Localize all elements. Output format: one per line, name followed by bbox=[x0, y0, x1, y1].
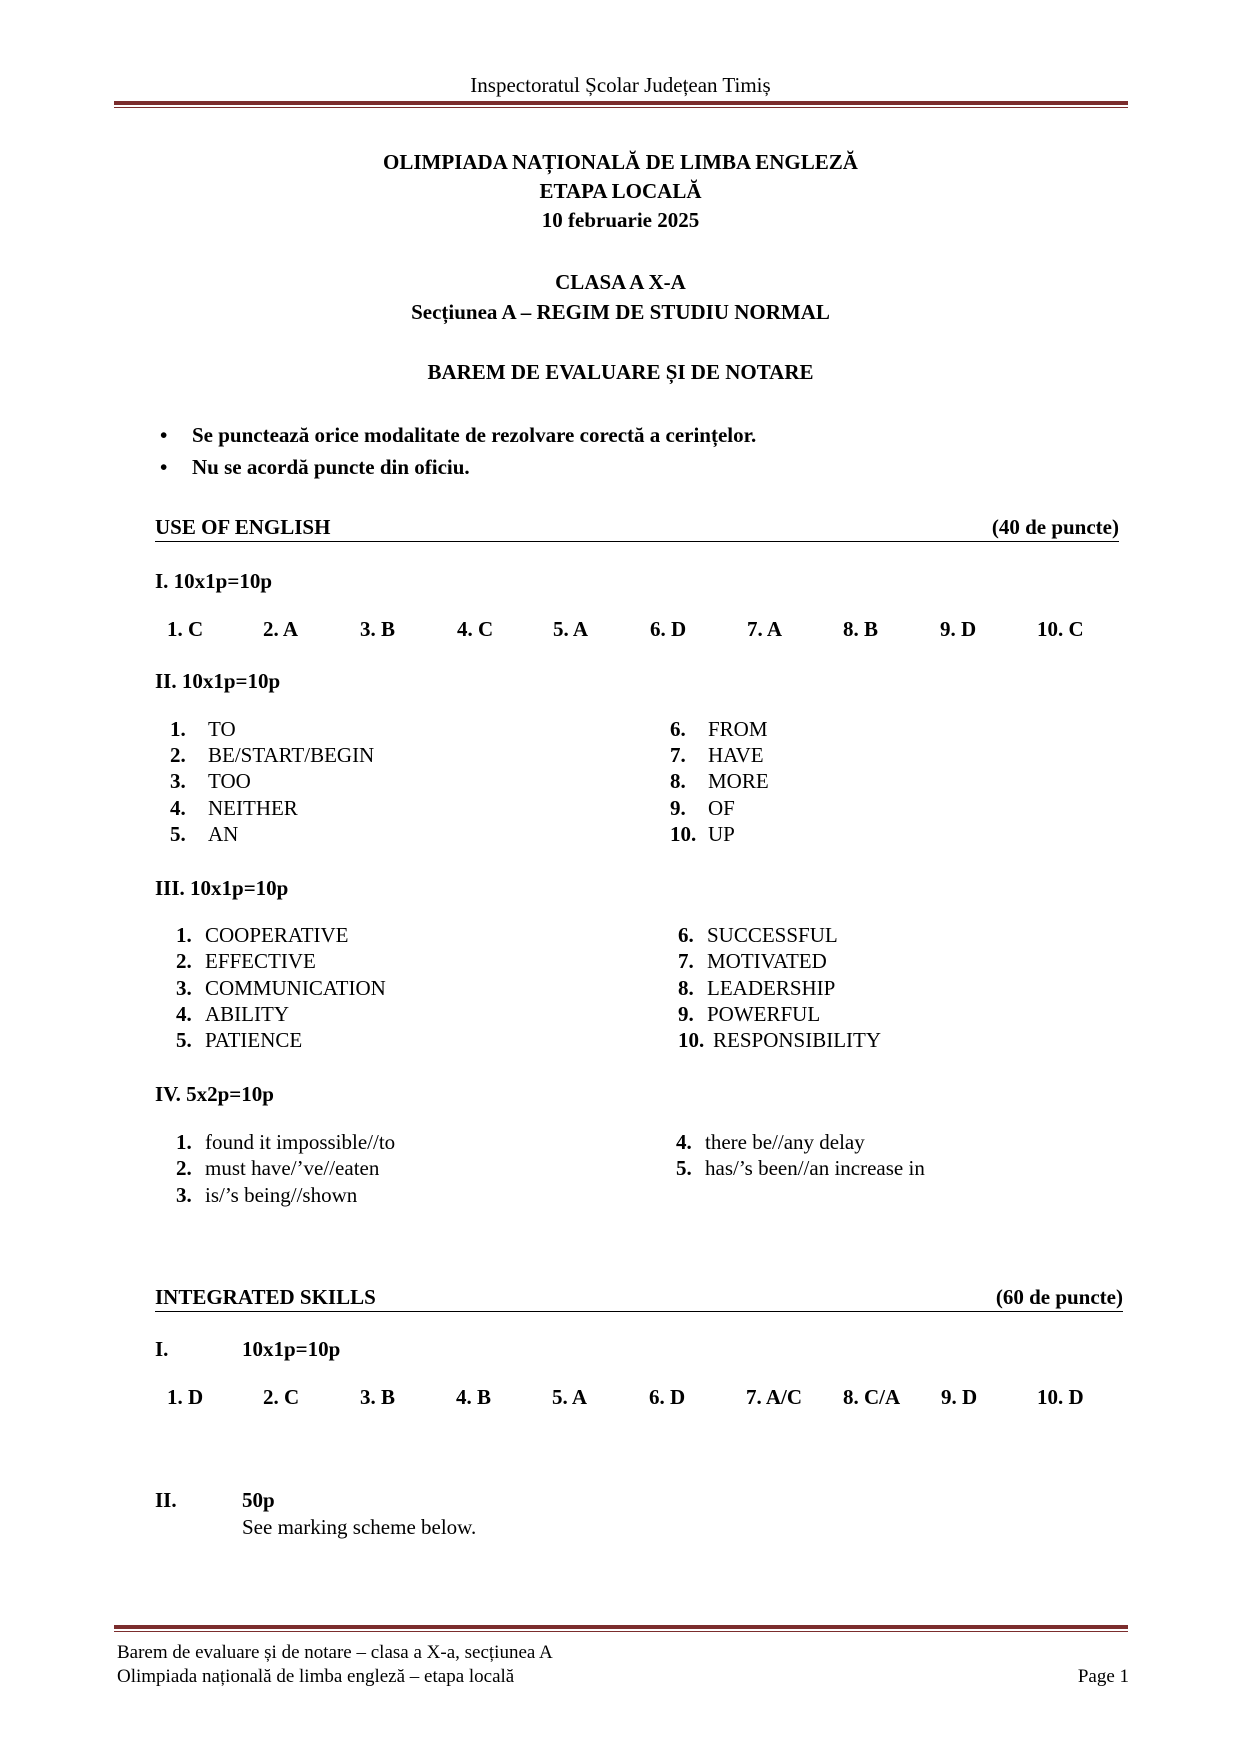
rule-item: • Nu se acordă puncte din oficiu. bbox=[160, 455, 470, 479]
section-title: INTEGRATED SKILLS bbox=[155, 1285, 376, 1309]
answer: 5. A bbox=[552, 1385, 588, 1409]
list-item: 5. PATIENCE bbox=[176, 1028, 303, 1052]
answer: 6. D bbox=[650, 617, 687, 641]
list-item: 4. ABILITY bbox=[176, 1002, 289, 1026]
answer: 9. D bbox=[941, 1385, 978, 1409]
list-item: 6. FROM bbox=[670, 717, 768, 741]
answer: 8. C/A bbox=[843, 1385, 901, 1409]
answer: 8. B bbox=[843, 617, 879, 641]
list-item: 5. has/’s been//an increase in bbox=[676, 1156, 925, 1180]
answer: 4. B bbox=[456, 1385, 492, 1409]
section-use-of-english bbox=[155, 515, 1119, 542]
title-section: Secțiunea A – REGIM DE STUDIU NORMAL bbox=[411, 300, 830, 324]
rule-item: • Se punctează orice modalitate de rezolvare corectă a cerințelor. bbox=[160, 423, 757, 447]
title-date: 10 februarie 2025 bbox=[541, 208, 700, 232]
list-item: 8. LEADERSHIP bbox=[678, 976, 836, 1000]
list-item: 1. found it impossible//to bbox=[176, 1130, 396, 1154]
answer: 1. C bbox=[167, 617, 204, 641]
answer: 9. D bbox=[940, 617, 977, 641]
list-item: 10. RESPONSIBILITY bbox=[678, 1028, 882, 1052]
header-institution: Inspectoratul Școlar Județean Timiș bbox=[470, 73, 771, 97]
is-ex2-heading: 50p bbox=[242, 1488, 275, 1512]
ex4-heading: IV. 5x2p=10p bbox=[155, 1082, 274, 1106]
is-ex2-note: See marking scheme below. bbox=[242, 1515, 477, 1539]
list-item: 2. EFFECTIVE bbox=[176, 949, 316, 973]
list-item: 1. COOPERATIVE bbox=[176, 923, 349, 947]
answer: 4. C bbox=[457, 617, 494, 641]
answer: 5. A bbox=[553, 617, 589, 641]
list-item: 3. is/’s being//shown bbox=[176, 1183, 358, 1207]
list-item: 3. COMMUNICATION bbox=[176, 976, 386, 1000]
answer: 1. D bbox=[167, 1385, 204, 1409]
list-item: 5. AN bbox=[170, 822, 239, 846]
ex2-heading: II. 10x1p=10p bbox=[155, 669, 281, 693]
answer: 10. D bbox=[1037, 1385, 1084, 1409]
ex3-heading: III. 10x1p=10p bbox=[155, 876, 289, 900]
list-item: 7. MOTIVATED bbox=[678, 949, 827, 973]
list-item: 6. SUCCESSFUL bbox=[678, 923, 838, 947]
list-item: 7. HAVE bbox=[670, 743, 764, 767]
list-item: 8. MORE bbox=[670, 769, 769, 793]
title-class: CLASA A X-A bbox=[555, 270, 686, 294]
answer: 3. B bbox=[360, 617, 396, 641]
title-doc: BAREM DE EVALUARE ȘI DE NOTARE bbox=[427, 360, 814, 384]
list-item: 4. there be//any delay bbox=[676, 1130, 865, 1154]
answer: 10. C bbox=[1037, 617, 1084, 641]
is-ex2-number: II. bbox=[155, 1488, 177, 1512]
list-item: 9. POWERFUL bbox=[678, 1002, 821, 1026]
is-ex1-number: I. bbox=[155, 1337, 169, 1361]
list-item: 10. UP bbox=[670, 822, 735, 846]
title-line2: ETAPA LOCALĂ bbox=[539, 179, 702, 203]
section-points: (40 de puncte) bbox=[991, 515, 1119, 539]
answer: 7. A bbox=[747, 617, 783, 641]
footer-line1: Barem de evaluare și de notare – clasa a X-a, secțiunea A bbox=[117, 1642, 553, 1663]
footer-line2: Olimpiada națională de limba engleză – etapa locală bbox=[117, 1666, 515, 1687]
is-ex1-heading: 10x1p=10p bbox=[242, 1337, 341, 1361]
answer: 3. B bbox=[360, 1385, 396, 1409]
answer: 6. D bbox=[649, 1385, 686, 1409]
section-title: USE OF ENGLISH bbox=[155, 515, 331, 539]
list-item: 4. NEITHER bbox=[170, 796, 298, 820]
title-line1: OLIMPIADA NAȚIONALĂ DE LIMBA ENGLEZĂ bbox=[383, 150, 858, 174]
header-rule bbox=[114, 101, 1128, 108]
section-integrated-skills bbox=[155, 1285, 1123, 1312]
list-item: 9. OF bbox=[670, 796, 735, 820]
answer: 2. A bbox=[263, 617, 299, 641]
answer: 7. A/C bbox=[746, 1385, 803, 1409]
section-points: (60 de puncte) bbox=[995, 1285, 1123, 1309]
footer-rule bbox=[114, 1625, 1128, 1632]
ex1-heading: I. 10x1p=10p bbox=[155, 569, 272, 593]
list-item: 2. BE/START/BEGIN bbox=[170, 743, 375, 767]
page-number: Page 1 bbox=[1077, 1666, 1129, 1687]
list-item: 3. TOO bbox=[170, 769, 251, 793]
list-item: 1. TO bbox=[170, 717, 236, 741]
list-item: 2. must have/’ve//eaten bbox=[176, 1156, 380, 1180]
answer: 2. C bbox=[263, 1385, 300, 1409]
